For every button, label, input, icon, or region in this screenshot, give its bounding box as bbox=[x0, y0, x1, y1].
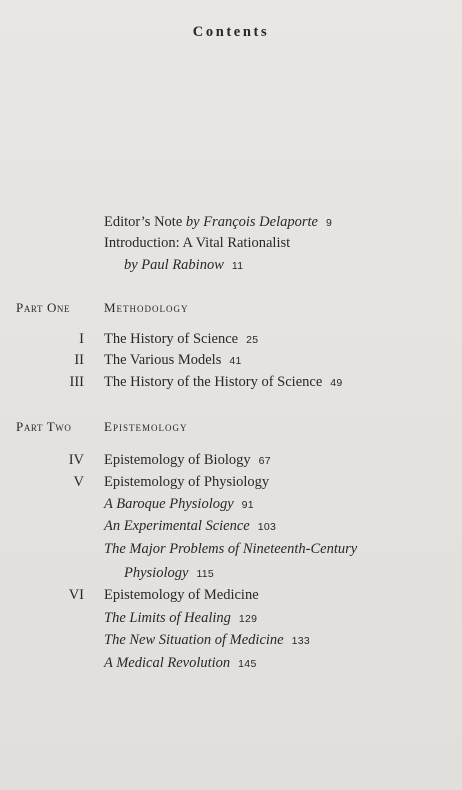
page-number: 49 bbox=[330, 377, 343, 389]
page-number: 41 bbox=[229, 355, 242, 367]
toc-entry-editors-note bbox=[104, 213, 332, 232]
toc-entry-chapter-6 bbox=[104, 586, 259, 604]
part-two-heading: Epistemology bbox=[104, 419, 188, 434]
page-number: 11 bbox=[231, 260, 244, 272]
chapter-numeral: I bbox=[79, 331, 84, 347]
entry-title: Editor’s Note bbox=[104, 214, 183, 230]
page-number: 103 bbox=[257, 521, 277, 533]
toc-entry-introduction-author bbox=[124, 256, 243, 275]
part-two-label: Part Two bbox=[16, 419, 72, 434]
toc-entry-section bbox=[104, 654, 257, 673]
part-one-label: Part One bbox=[16, 300, 71, 315]
toc-entry-section bbox=[104, 495, 254, 514]
page-number: 25 bbox=[246, 334, 259, 346]
entry-title: The History of Science bbox=[104, 331, 239, 347]
part-one-heading: Methodology bbox=[104, 300, 189, 315]
toc-entry-section bbox=[104, 631, 310, 650]
page-number: 133 bbox=[291, 635, 311, 647]
entry-title: A Medical Revolution bbox=[104, 655, 231, 671]
toc-entry-chapter-3 bbox=[104, 373, 343, 392]
chapter-numeral: V bbox=[73, 474, 84, 490]
toc-entry-chapter-4 bbox=[104, 451, 271, 470]
toc-entry-chapter-2 bbox=[104, 351, 242, 370]
page-number: 129 bbox=[238, 613, 258, 625]
page-number: 115 bbox=[196, 568, 215, 580]
chapter-numeral: VI bbox=[68, 587, 84, 603]
entry-title: The History of the History of Science bbox=[104, 374, 323, 390]
entry-author: by Paul Rabinow bbox=[124, 257, 224, 273]
entry-title: Epistemology of Medicine bbox=[104, 587, 259, 603]
chapter-numeral: III bbox=[69, 374, 84, 390]
entry-author: by François Delaporte bbox=[185, 214, 318, 230]
page-number: 145 bbox=[238, 658, 257, 670]
entry-title: A Baroque Physiology bbox=[104, 496, 234, 512]
entry-title: Introduction: A Vital Rationalist bbox=[104, 235, 291, 251]
toc-entry-chapter-5 bbox=[104, 473, 269, 491]
toc-entry-chapter-1 bbox=[104, 330, 258, 349]
page-title: Contents bbox=[192, 24, 270, 40]
entry-title: The Major Problems of Nineteenth-Century bbox=[104, 541, 358, 557]
entry-title: An Experimental Science bbox=[104, 518, 250, 534]
page-number: 91 bbox=[241, 499, 254, 511]
toc-entry-section bbox=[104, 517, 276, 536]
toc-entry-section-continued bbox=[124, 564, 214, 583]
entry-title: The Various Models bbox=[104, 352, 222, 368]
chapter-numeral: IV bbox=[68, 452, 84, 468]
toc-entry-introduction bbox=[104, 234, 290, 252]
entry-title: The New Situation of Medicine bbox=[104, 632, 284, 648]
page-number: 67 bbox=[258, 455, 271, 467]
entry-title: Physiology bbox=[124, 565, 189, 581]
entry-title: Epistemology of Physiology bbox=[104, 474, 270, 490]
page-number: 9 bbox=[325, 217, 333, 229]
toc-entry-section bbox=[104, 609, 257, 628]
entry-title: The Limits of Healing bbox=[104, 610, 231, 626]
chapter-numeral: II bbox=[74, 352, 84, 368]
toc-entry-section bbox=[104, 540, 357, 558]
entry-title: Epistemology of Biology bbox=[104, 452, 251, 468]
